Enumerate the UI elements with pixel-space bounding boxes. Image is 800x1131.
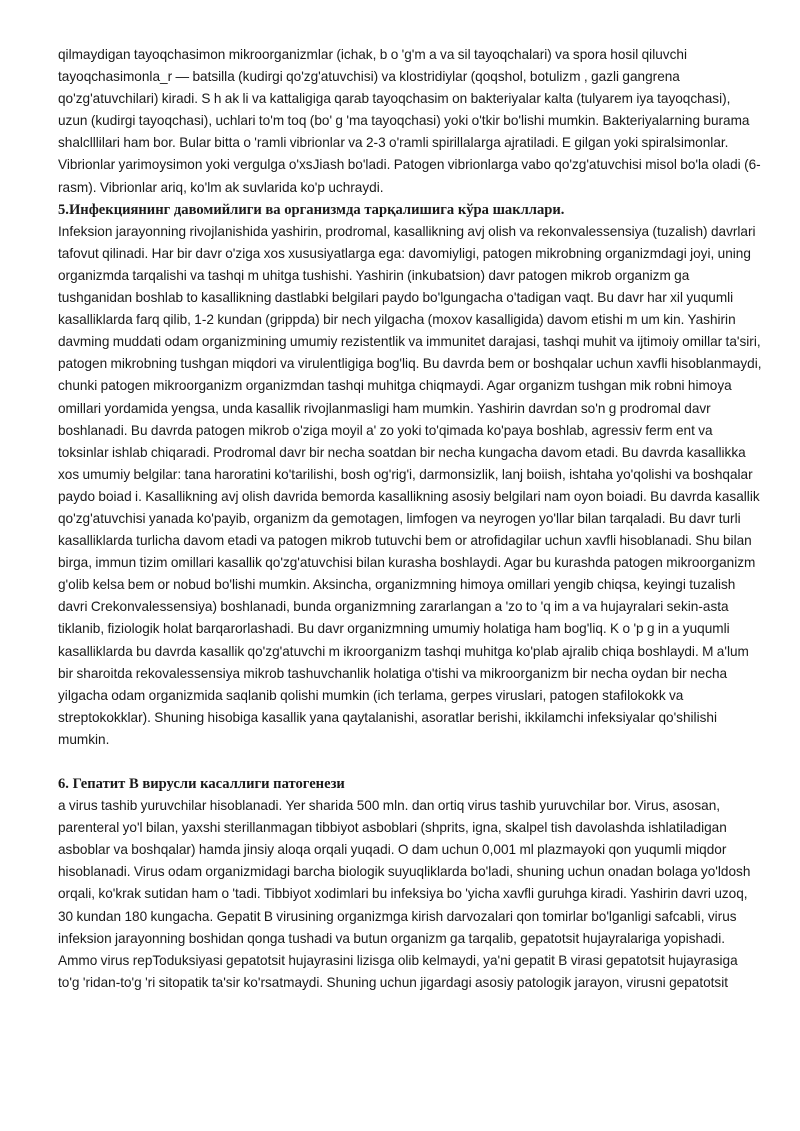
section-5-paragraph: Infeksion jarayonning rivojlanishida yashirin, prodromal, kasallikning avj olish va rekonvalessensiya (tuzalish) davrlari tafovut qilinadi. Har bir davr o'ziga xos xususiyatlarga ega: davomiyligi, patogen mikrobning organizmdagi joyi, uning organizmda tarqalishi va tashqi m uhitga tushishi. Yashirin (inkubatsion) davr patogen mikrob organizm ga tushganidan boshlab to kasallikning dastlabki belgilari paydo bo'lgungacha o'tadigan vaqt. Bu davr har xil yuqumli kasalliklarda farq qilib, 1-2 kundan (grippda) bir nech yilgacha (moxov kasalligida) davom etishi m um kin. Yashirin davming muddati odam organizmining umumiy rezistentlik va immunitet darajasi, tashqi muhit va ijtimoiy omillar ta'siri, patogen mikrobning tushgan miqdori va virulentligiga bog'liq. Bu davrda bem or boshqalar uchun xavfli hisoblanmaydi, chunki patogen mikroorganizm organizmdan tashqi muhitga chiqmaydi. Agar organizm tushgan mik robni himoya omillari yordamida yengsa, unda kasallik rivojlanmasligi ham mumkin. Yashirin davrdan so'n g prodromal davr boshlanadi. Bu davrda patogen mikrob o'ziga moyil a' zo yoki to'qimada ko'paya boshlab, agressiv ferm ent va toksinlar ishlab chiqaradi. Prodromal davr bir necha soatdan bir necha kungacha davom etadi. Bu davrda kasallikka xos umumiy belgilar: tana haroratini ko'tarilishi, bosh og'rig'i, darmonsizlik, lanj boiish, ishtaha yo'qolishi va boshqalar paydo boiad i. Kasallikning avj olish davrida bemorda kasallikning asosiy belgilari nam oyon boiadi. Bu davrda kasallik qo'zg'atuvchisi yanada ko'payib, organizm da gemotagen, limfogen va neyrogen yo'llar bilan tarqaladi. Bu davr turli kasalliklarda turlicha davom etadi va patogen mikrob tutuvchi bem or atrofidagilar uchun xavfli hisoblanadi. Shu bilan birga, immun tizim omillari kasallik qo'zg'atuvchisi bilan kurasha boshlaydi. Agar bu kurashda patogen mikroorganizm g'olib kelsa bem or nobud bo'lishi mumkin. Aksincha, organizmning himoya omillari yengib chiqsa, keyingi tuzalish davri Crekonvalessensiya) boshlanadi, bunda organizmning zararlangan a 'zo to 'q im a va hujayralari sekin-asta tiklanib, fiziologik holat barqarorlashadi. Bu davr organizmning umumiy holatiga ham bog'liq. K o 'p g in a yuqumli kasalliklarda bu davrda kasallik qo'zg'atuvchi m ikroorganizm tashqi muhitga ko'plab ajralib chiqa boshlaydi. M a'lum bir sharoitda rekovalessensiya mikrob tashuvchanlik holatiga o'tishi va mikroorganizm bir necha oydan bir necha yilgacha odam organizmida saqlanib qolishi mumkin (ich terlama, gerpes viruslari, patogen stafilokokk va streptokokklar). Shuning hisobiga kasallik yana qaytalanishi, asoratlar berishi, ikkilamchi infeksiyalar qo'shilishi mumkin. bbox=[58, 223, 762, 747]
section-6-paragraph: a virus tashib yuruvchilar hisoblanadi. Yer sharida 500 mln. dan ortiq virus tashib yuruvchilar bor. Virus, asosan, parenteral yo'l bilan, yaxshi sterillanmagan tibbiyot asboblari (shprits, igna, skalpel tish davolashda ishlatiladigan asboblar va boshqalar) hamda jinsiy aloqa orqali yuqadi. O dam uchun 0,001 ml plazmayoki qon yuqumli miqdor hisoblanadi. Virus odam organizmidagi barcha biologik suyuqliklarda bo'ladi, shuning uchun onadan bolaga yo'ldosh orqali, ko'krak sutidan ham o 'tadi. Tibbiyot xodimlari bu infeksiya bo 'yicha xavfli guruhga kiradi. Yashirin davri uzoq, 30 kundan 180 kungacha. Gepatit B virusining organizmga kirish darvozalari qon tomirlar bo'lganligi safcabli, virus infeksion jarayonning boshidan qonga tushadi va butun organizm ga tarqalib, gepatotsit hujayralariga yopishadi. Ammo virus repToduksiyasi gepatotsit hujayrasini lizisga olib kelmaydi, ya'ni gepatit B virasi gepatotsit hujayrasiga to'g 'ridan-to'g 'ri sitopatik ta'sir ko'rsatmaydi. Shuning uchun jigardagi asosiy patologik jarayon, virusni gepatotsit bbox=[58, 798, 751, 990]
document-page bbox=[58, 44, 762, 994]
intro-paragraph: qilmaydigan tayoqchasimon mikroorganizmlar (ichak, b o 'g'm a va sil tayoqchalari) va spora hosil qiluvchi tayoqchasimonla_r — batsilla (kudirgi qo'zg'atuvchisi) va klostridiylar (qoqshol, botulizm , gazli gangrena qo'zg'atuvchilari) kiradi. S h ak li va kattaligiga qarab tayoqchasim on bakteriyalar kalta (tulyarem iya tayoqchasi), uzun (kudirgi tayoqchasi), uchlari to'm toq (bo' g 'ma tayoqchasi) yoki o'tkir bo'lishi mumkin. Bakteriyalarning burama shalclllilari ham bor. Bular bitta o 'ramli vibrionlar va 2-3 o'ramli spirillalarga ajratiladi. E gilgan yoki spiralsimonlar. Vibrionlar yarimoysimon yoki vergulga o'xsJiash bo'ladi. Patogen vibrionlarga vabo qo'zg'atuvchisi misol bo'la oladi (6-rasm). Vibrionlar ariq, ko'lm ak suvlarida ko'p uchraydi. bbox=[58, 47, 761, 195]
section-5-heading: 5.Инфекциянинг давомийлиги ва организмда тарқалишига кўра шакллари. bbox=[58, 201, 565, 218]
section-spacer bbox=[58, 751, 762, 773]
section-6-heading: 6. Гепатит В вирусли касаллиги патогенези bbox=[58, 776, 345, 792]
